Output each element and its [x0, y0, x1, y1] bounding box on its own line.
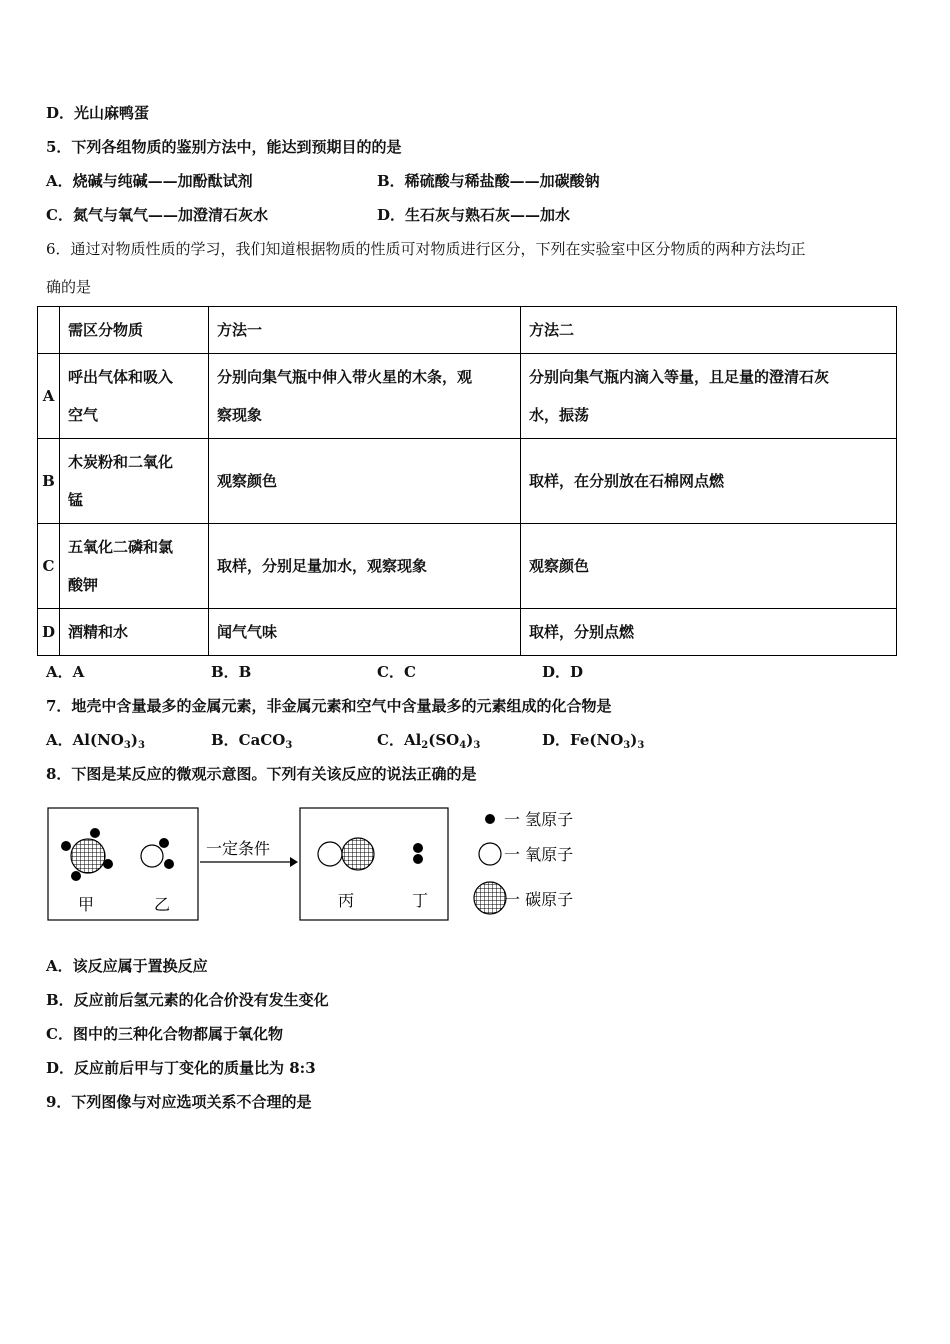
- q8-stem: 8．下图是某反应的微观示意图。下列有关该反应的说法正确的是: [46, 765, 477, 783]
- q5-option-b: B．稀硫酸与稀盐酸——加碳酸钠: [377, 172, 600, 190]
- row-method2: 分别向集气瓶内滴入等量，且足量的澄清石灰 水，振荡: [521, 354, 897, 439]
- q6-option-b: B．B: [211, 663, 252, 681]
- label-jia: 甲: [78, 895, 95, 914]
- q5-stem: 5．下列各组物质的鉴别方法中，能达到预期目的的是: [46, 138, 402, 156]
- molecule-ding: [413, 843, 423, 864]
- molecule-jia: [61, 828, 113, 881]
- row-substance: 酒精和水: [60, 609, 209, 656]
- oxygen-atom-icon: [479, 843, 501, 865]
- label-ding: 丁: [412, 891, 429, 910]
- table-corner-cell: [38, 307, 60, 354]
- reaction-diagram: [44, 800, 604, 930]
- q6-stem-line2: 确的是: [46, 278, 92, 296]
- table-row: [38, 524, 897, 609]
- row-method1: 闻气气味: [209, 609, 521, 656]
- q6-stem-line1: 6．通过对物质性质的学习，我们知道根据物质的性质可对物质进行区分，下列在实验室中区分物质的两种方法均正: [46, 240, 806, 258]
- q7-option-d: D．$Fe(NO_3)_3$: [542, 731, 645, 751]
- table-header-row: [38, 307, 897, 354]
- q8-option-b: B．反应前后氢元素的化合价没有发生变化: [46, 991, 329, 1009]
- q9-stem: 9．下列图像与对应选项关系不合理的是: [46, 1093, 312, 1111]
- header-substance: 需区分物质: [60, 307, 209, 354]
- q5-option-a: A．烧碱与纯碱——加酚酞试剂: [46, 172, 253, 190]
- header-method1: 方法一: [209, 307, 521, 354]
- hydrogen-atom-icon: [485, 814, 495, 824]
- q8-option-d: D．反应前后甲与丁变化的质量比为 8:3: [46, 1059, 316, 1077]
- arrow-condition-label: 一定条件: [206, 839, 271, 858]
- table-row: [38, 609, 897, 656]
- q7-option-b: B．CaCO$_3$: [211, 731, 293, 751]
- q6-option-c: C．C: [377, 663, 416, 681]
- q8-option-a: A．该反应属于置换反应: [46, 957, 208, 975]
- arrow-head: [290, 857, 298, 867]
- q7-option-a: A．$Al(NO_3)_3$: [46, 731, 145, 751]
- q6-option-d: D．D: [542, 663, 584, 681]
- q6-option-a: A．A: [46, 663, 85, 681]
- q5-option-c: C．氮气与氧气——加澄清石灰水: [46, 206, 268, 224]
- q4-option-d: D．光山麻鸭蛋: [46, 104, 150, 122]
- table-row: [38, 354, 897, 439]
- row-method2: 取样，在分别放在石棉网点燃: [521, 439, 897, 524]
- q6-table: [37, 306, 897, 656]
- reactants-box: [48, 808, 198, 920]
- row-method2: 观察颜色: [521, 524, 897, 609]
- row-label: A: [38, 354, 60, 439]
- row-substance: 呼出气体和吸入 空气: [60, 354, 209, 439]
- header-method2: 方法二: [521, 307, 897, 354]
- row-label: B: [38, 439, 60, 524]
- carbon-atom-icon: [474, 882, 506, 914]
- row-method2: 取样，分别点燃: [521, 609, 897, 656]
- legend-oxygen: 一 氧原子: [504, 845, 574, 864]
- molecule-yi: [141, 838, 174, 869]
- row-method1: 取样，分别足量加水，观察现象: [209, 524, 521, 609]
- row-label: D: [38, 609, 60, 656]
- legend-carbon: 一 碳原子: [504, 890, 574, 909]
- q5-option-d: D．生石灰与熟石灰——加水: [377, 206, 571, 224]
- q8-option-c: C．图中的三种化合物都属于氧化物: [46, 1025, 283, 1043]
- table-row: [38, 439, 897, 524]
- row-label: C: [38, 524, 60, 609]
- legend-hydrogen: 一 氢原子: [504, 810, 574, 829]
- label-yi: 乙: [154, 895, 171, 914]
- molecule-bing: [318, 838, 374, 870]
- q7-stem: 7．地壳中含量最多的金属元素，非金属元素和空气中含量最多的元素组成的化合物是: [46, 697, 612, 715]
- row-method1: 观察颜色: [209, 439, 521, 524]
- row-method1: 分别向集气瓶中伸入带火星的木条，观 察现象: [209, 354, 521, 439]
- row-substance: 木炭粉和二氧化 锰: [60, 439, 209, 524]
- label-bing: 丙: [338, 891, 355, 910]
- row-substance: 五氧化二磷和氯 酸钾: [60, 524, 209, 609]
- q7-option-c: C．$Al_2(SO_4)_3$: [377, 731, 481, 751]
